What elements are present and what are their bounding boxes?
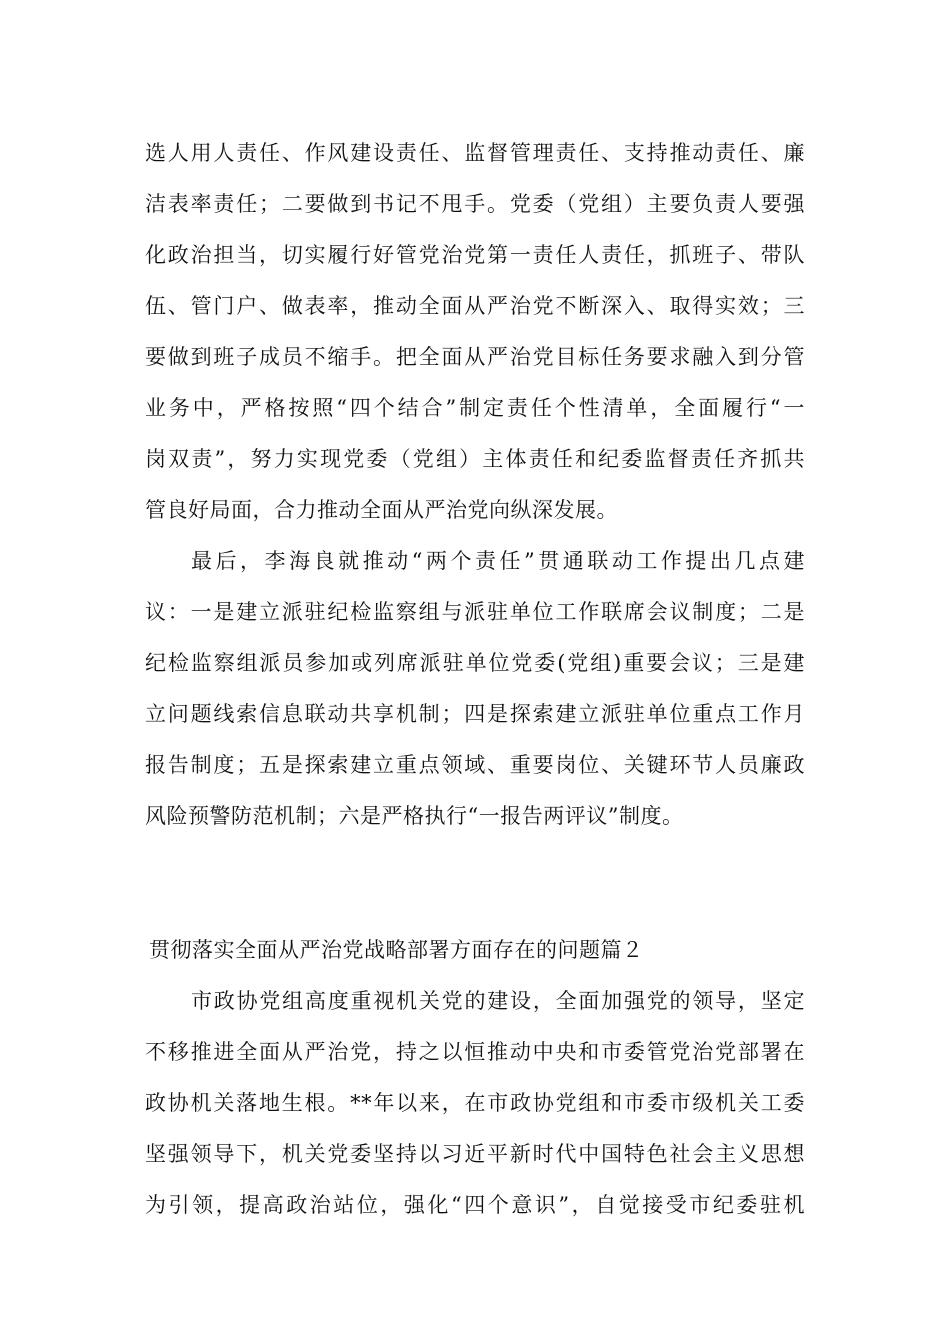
text-line: 伍、管门户、做表率，推动全面从严治党不断深入、取得实效；三 (145, 294, 805, 318)
text-line: 纪检监察组派员参加或列席派驻单位党委(党组)重要会议；三是建 (145, 651, 805, 675)
text-line: 议：一是建立派驻纪检监察组与派驻单位工作联席会议制度；二是 (145, 600, 805, 624)
text-line: 政协机关落地生根。**年以来，在市政协党组和市委市级机关工委 (145, 1091, 805, 1115)
text-line: 立问题线索信息联动共享机制；四是探索建立派驻单位重点工作月 (145, 702, 805, 726)
text-line: 为引领，提高政治站位，强化“四个意识”，自觉接受市纪委驻机 (145, 1193, 805, 1217)
text-line: 报告制度；五是探索建立重点领域、重要岗位、关键环节人员廉政 (145, 753, 805, 777)
text-line: 风险预警防范机制；六是严格执行“一报告两评议”制度。 (145, 804, 684, 828)
text-line: 市政协党组高度重视机关党的建设，全面加强党的领导，坚定 (191, 989, 805, 1013)
text-line: 选人用人责任、作风建设责任、监督管理责任、支持推动责任、廉 (145, 141, 805, 165)
text-line: 岗双责”，努力实现党委（党组）主体责任和纪委监督责任齐抓共 (145, 447, 805, 471)
text-line: 洁表率责任；二要做到书记不甩手。党委（党组）主要负责人要强 (145, 192, 805, 216)
text-line: 要做到班子成员不缩手。把全面从严治党目标任务要求融入到分管 (145, 345, 805, 369)
text-line: 业务中，严格按照“四个结合”制定责任个性清单，全面履行“一 (145, 396, 805, 420)
section-heading: 贯彻落实全面从严治党战略部署方面存在的问题篇２ (149, 938, 644, 962)
text-line: 化政治担当，切实履行好管党治党第一责任人责任，抓班子、带队 (145, 243, 805, 267)
text-line: 不移推进全面从严治党，持之以恒推动中央和市委管党治党部署在 (145, 1040, 805, 1064)
text-line: 坚强领导下，机关党委坚持以习近平新时代中国特色社会主义思想 (145, 1142, 805, 1166)
text-line: 最后，李海良就推动“两个责任”贯通联动工作提出几点建 (191, 549, 805, 573)
text-line: 管良好局面，合力推动全面从严治党向纵深发展。 (145, 498, 618, 522)
